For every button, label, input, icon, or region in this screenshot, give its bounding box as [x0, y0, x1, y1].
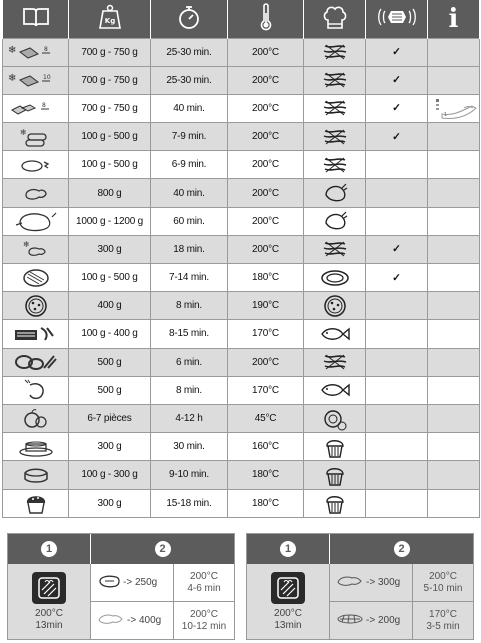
check-cell: ✓	[366, 66, 428, 94]
shrimp-icon	[3, 376, 69, 404]
cheesecake-icon	[3, 461, 69, 489]
vegetables-icon	[3, 348, 69, 376]
weight-cell: 6-7 pièces	[69, 404, 151, 432]
table-row	[3, 489, 480, 517]
time-cell: 9-10 min.	[151, 461, 228, 489]
temp-cell: 200°C	[228, 123, 304, 151]
grill-icon	[304, 38, 366, 66]
check-cell	[366, 461, 428, 489]
svg-text:❄: ❄	[22, 240, 30, 250]
temp-cell: 190°C	[228, 292, 304, 320]
chicken-nuggets-icon	[3, 151, 69, 179]
time-cell: 7-9 min.	[151, 123, 228, 151]
time-cell: 6 min.	[151, 348, 228, 376]
table-row	[3, 207, 480, 235]
frozen-fries-thick-icon	[3, 66, 69, 94]
frozen-snacks-icon	[3, 123, 69, 151]
temp-cell: 200°C	[228, 151, 304, 179]
info-cell	[428, 320, 480, 348]
temp-cell: 170°C	[228, 376, 304, 404]
svg-text:10: 10	[42, 74, 51, 82]
time-cell: 4-12 h	[151, 404, 228, 432]
panel-header	[247, 534, 473, 564]
grill-plate-icon	[366, 0, 428, 38]
info-cell	[428, 207, 480, 235]
item-qty: -> 250g	[123, 577, 158, 588]
panel-row	[330, 602, 473, 639]
item-qty: -> 300g	[366, 577, 401, 588]
temp-cell: 170°C	[228, 320, 304, 348]
table-row	[3, 38, 480, 66]
svg-text:Kg: Kg	[104, 17, 115, 26]
temp-cell: 200°C	[228, 235, 304, 263]
temp-cell: 200°C	[228, 179, 304, 207]
steak-icon	[97, 574, 121, 591]
temp-cell: 200°C	[228, 94, 304, 122]
info-cell	[428, 376, 480, 404]
side-note-illustration	[436, 96, 481, 124]
check-cell	[366, 292, 428, 320]
time-cell: 8 min.	[151, 292, 228, 320]
temp-cell: 200°C	[228, 348, 304, 376]
temp-cell: 180°C	[228, 264, 304, 292]
table-row	[3, 320, 480, 348]
step-2-badge: 2	[155, 541, 171, 557]
item-time: 5-10 min	[423, 582, 463, 594]
table-row	[3, 123, 480, 151]
info-cell	[428, 179, 480, 207]
preheat-temp: 200°C	[35, 607, 63, 619]
check-cell	[366, 348, 428, 376]
info-cell	[428, 235, 480, 263]
time-cell: 40 min.	[151, 179, 228, 207]
panel-row	[330, 564, 473, 602]
roast-icon	[304, 179, 366, 207]
check-cell	[366, 151, 428, 179]
dried-fruit-icon	[3, 404, 69, 432]
item-temp: 200°C	[429, 570, 457, 582]
time-cell: 18 min.	[151, 235, 228, 263]
homemade-fries-icon	[3, 94, 69, 122]
weight-cell: 300 g	[69, 235, 151, 263]
weight-cell: 100 g - 400 g	[69, 320, 151, 348]
weight-cell: 100 g - 500 g	[69, 123, 151, 151]
time-cell: 40 min.	[151, 94, 228, 122]
check-cell	[366, 179, 428, 207]
frozen-fries-thin-icon	[3, 38, 69, 66]
weight-cell: 700 g - 750 g	[69, 94, 151, 122]
info-cell	[428, 404, 480, 432]
svg-text:8: 8	[43, 46, 48, 54]
table-row	[3, 235, 480, 263]
timer-icon	[151, 0, 228, 38]
thermometer-icon	[228, 0, 304, 38]
weight-cell: 500 g	[69, 376, 151, 404]
item-qty: -> 400g	[127, 615, 162, 626]
roast-icon	[304, 207, 366, 235]
time-cell: 25-30 min.	[151, 38, 228, 66]
panel-header	[8, 534, 234, 564]
pan-icon	[304, 264, 366, 292]
table-row	[3, 66, 480, 94]
time-cell: 30 min.	[151, 433, 228, 461]
step-2-badge: 2	[394, 541, 410, 557]
weight-cell: 100 g - 300 g	[69, 461, 151, 489]
chicken-leg-icon	[3, 179, 69, 207]
temp-cell: 200°C	[228, 207, 304, 235]
item-qty: -> 200g	[366, 615, 401, 626]
preheat-temp: 200°C	[274, 607, 302, 619]
table-row	[3, 404, 480, 432]
table-header	[3, 0, 480, 38]
time-cell: 7-14 min.	[151, 264, 228, 292]
step-1-badge: 1	[280, 541, 296, 557]
cooking-table	[2, 0, 480, 518]
panel-row	[91, 564, 234, 602]
check-cell	[366, 433, 428, 461]
muffin-icon	[304, 461, 366, 489]
svg-text:❄: ❄	[7, 73, 16, 85]
weight-cell: 700 g - 750 g	[69, 66, 151, 94]
table-row	[3, 348, 480, 376]
frozen-chicken-icon	[3, 235, 69, 263]
weight-cell: 400 g	[69, 292, 151, 320]
table-row	[3, 264, 480, 292]
side-note-number: 1	[444, 112, 448, 118]
vegetables-icon	[336, 612, 364, 629]
fish-icon	[304, 320, 366, 348]
weight-cell: 300 g	[69, 433, 151, 461]
table-row	[3, 151, 480, 179]
preheat-panel-1	[7, 533, 235, 640]
pizza-icon	[304, 292, 366, 320]
check-cell	[366, 489, 428, 517]
item-time: 10-12 min	[181, 620, 227, 632]
info-cell	[428, 123, 480, 151]
panel-row	[91, 602, 234, 639]
preheat-time: 13min	[35, 619, 63, 631]
temp-cell: 180°C	[228, 489, 304, 517]
weight-icon	[69, 0, 151, 38]
check-cell: ✓	[366, 123, 428, 151]
temp-cell: 160°C	[228, 433, 304, 461]
grill-icon	[304, 123, 366, 151]
time-cell: 6-9 min.	[151, 151, 228, 179]
weight-cell: 700 g - 750 g	[69, 38, 151, 66]
temp-cell: 180°C	[228, 461, 304, 489]
temp-cell: 45°C	[228, 404, 304, 432]
svg-text:❄: ❄	[7, 45, 16, 57]
check-cell	[366, 404, 428, 432]
chef-hat-icon	[304, 0, 366, 38]
item-temp: 200°C	[190, 570, 218, 582]
time-cell: 15-18 min.	[151, 489, 228, 517]
check-cell: ✓	[366, 38, 428, 66]
airfryer-icon	[32, 572, 66, 604]
table-row	[3, 179, 480, 207]
whole-chicken-icon	[3, 207, 69, 235]
table-row	[3, 94, 480, 122]
info-cell	[428, 151, 480, 179]
dehydrate-icon	[304, 404, 366, 432]
time-cell: 8-15 min.	[151, 320, 228, 348]
weight-cell: 100 g - 500 g	[69, 151, 151, 179]
svg-text:❄: ❄	[19, 127, 27, 137]
steak-icon	[3, 264, 69, 292]
table-row	[3, 461, 480, 489]
weight-cell: 100 g - 500 g	[69, 264, 151, 292]
item-temp: 170°C	[429, 608, 457, 620]
muffin-icon	[304, 433, 366, 461]
check-cell: ✓	[366, 94, 428, 122]
fish-icon	[304, 376, 366, 404]
airfryer-icon	[271, 572, 305, 604]
info-cell	[428, 433, 480, 461]
check-cell: ✓	[366, 235, 428, 263]
info-cell	[428, 264, 480, 292]
muffin-icon	[304, 489, 366, 517]
table-row	[3, 292, 480, 320]
info-cell	[428, 348, 480, 376]
svg-text:8: 8	[41, 102, 46, 110]
time-cell: 8 min.	[151, 376, 228, 404]
time-cell: 25-30 min.	[151, 66, 228, 94]
item-time: 3-5 min	[426, 620, 460, 632]
weight-cell: 300 g	[69, 489, 151, 517]
cake-icon	[3, 433, 69, 461]
grill-icon	[304, 348, 366, 376]
recipe-book-icon	[3, 0, 69, 38]
temp-cell: 200°C	[228, 38, 304, 66]
weight-cell: 800 g	[69, 179, 151, 207]
info-icon: i	[428, 0, 480, 38]
fish-steak-icon	[3, 320, 69, 348]
table-row	[3, 433, 480, 461]
info-cell	[428, 292, 480, 320]
step-1-badge: 1	[41, 541, 57, 557]
chicken-leg-icon	[97, 612, 125, 629]
time-cell: 60 min.	[151, 207, 228, 235]
info-cell	[428, 461, 480, 489]
grill-icon	[304, 151, 366, 179]
grill-icon	[304, 66, 366, 94]
chicken-leg-icon	[336, 574, 364, 591]
info-cell	[428, 38, 480, 66]
temp-cell: 200°C	[228, 66, 304, 94]
item-time: 4-6 min	[187, 582, 221, 594]
weight-cell: 500 g	[69, 348, 151, 376]
pizza-icon	[3, 292, 69, 320]
item-temp: 200°C	[190, 608, 218, 620]
check-cell	[366, 376, 428, 404]
info-cell	[428, 489, 480, 517]
info-cell	[428, 66, 480, 94]
weight-cell: 1000 g - 1200 g	[69, 207, 151, 235]
check-cell	[366, 207, 428, 235]
grill-icon	[304, 235, 366, 263]
preheat-time: 13min	[274, 619, 302, 631]
preheat-panel-2	[246, 533, 474, 640]
table-row	[3, 376, 480, 404]
muffin-icon	[3, 489, 69, 517]
check-cell: ✓	[366, 264, 428, 292]
grill-icon	[304, 94, 366, 122]
check-cell	[366, 320, 428, 348]
